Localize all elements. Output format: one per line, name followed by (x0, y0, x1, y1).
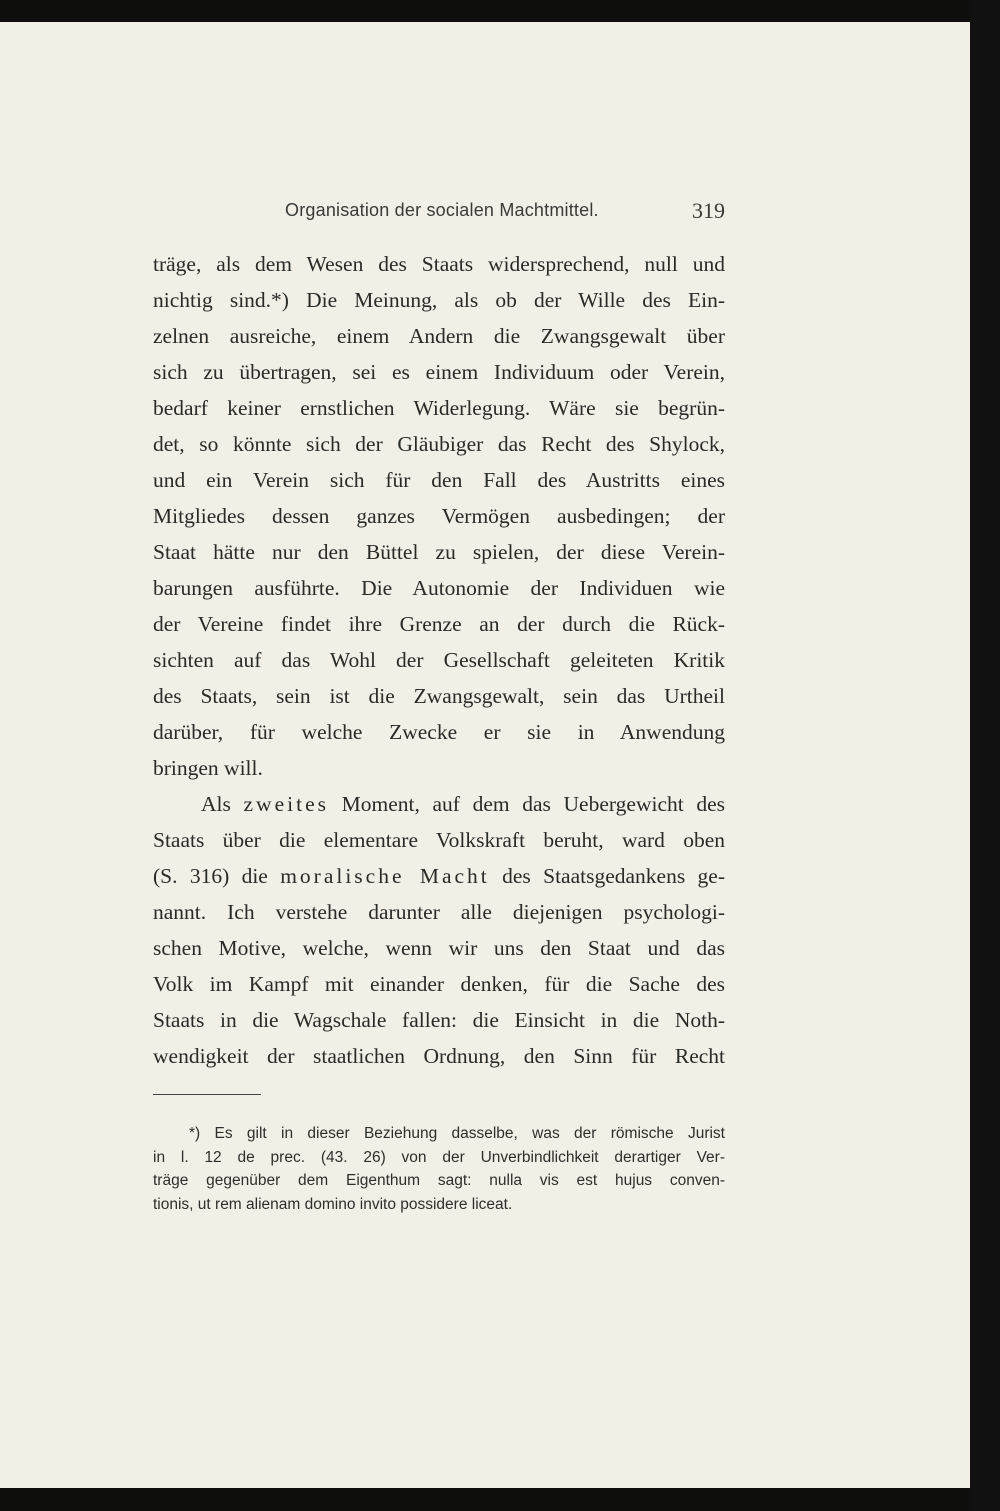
text-line: wendigkeit der staatlichen Ordnung, den Sinn für Recht (153, 1044, 725, 1068)
spaced-emphasis: moralische Macht (280, 864, 490, 888)
text-line: Staats über die elementare Volkskraft beruht, ward oben (153, 828, 725, 852)
text-line: zelnen ausreiche, einem Andern die Zwangsgewalt über (153, 324, 725, 348)
page-header (285, 178, 725, 223)
text-line: nannt. Ich verstehe darunter alle diejenigen psychologi- (153, 900, 725, 924)
text-line: sich zu übertragen, sei es einem Individuum oder Verein, (153, 360, 725, 384)
running-title: Organisation der socialen Machtmittel. (285, 200, 599, 220)
text-fragment: Moment, auf dem das Uebergewicht des (328, 792, 725, 816)
text-line: Staat hätte nur den Büttel zu spielen, der diese Verein- (153, 540, 725, 564)
text-line: sichten auf das Wohl der Gesellschaft geleiteten Kritik (153, 648, 725, 672)
text-line: des Staats, sein ist die Zwangsgewalt, sein das Urtheil (153, 684, 725, 708)
page-number: 319 (692, 198, 725, 223)
text-fragment: (S. 316) die (153, 864, 281, 888)
text-line (153, 858, 725, 894)
text-line: bringen will. (153, 756, 263, 780)
text-line: Mitgliedes dessen ganzes Vermögen ausbedingen; der (153, 504, 725, 528)
footnote-line: träge gegenüber dem Eigenthum sagt: nulla vis est hujus conven- (153, 1172, 725, 1189)
footnote-line: *) Es gilt in dieser Beziehung dasselbe, was der römische Jurist (189, 1125, 725, 1142)
text-line: träge, als dem Wesen des Staats widersprechend, null und (153, 252, 725, 276)
text-line: nichtig sind.*) Die Meinung, als ob der Wille des Ein- (153, 288, 725, 312)
text-line: darüber, für welche Zwecke er sie in Anwendung (153, 720, 725, 744)
text-fragment: des Staatsgedankens ge- (489, 864, 725, 888)
text-line: der Vereine findet ihre Grenze an der durch die Rück- (153, 612, 725, 636)
text-line: bedarf keiner ernstlichen Widerlegung. Wäre sie begrün- (153, 396, 725, 420)
text-line: Staats in die Wagschale fallen: die Einsicht in die Noth- (153, 1008, 725, 1032)
text-line: Volk im Kampf mit einander denken, für die Sache des (153, 972, 725, 996)
paragraph-first-line (153, 786, 725, 822)
text-line: und ein Verein sich für den Fall des Austritts eines (153, 468, 725, 492)
body-text (153, 246, 725, 1074)
footnote-line: tionis, ut rem alienam domino invito possidere liceat. (153, 1195, 513, 1213)
text-line: det, so könnte sich der Gläubiger das Recht des Shylock, (153, 432, 725, 456)
text-line: barungen ausführte. Die Autonomie der Individuen wie (153, 576, 725, 600)
footnote-rule (153, 1094, 261, 1095)
text-line: schen Motive, welche, wenn wir uns den Staat und das (153, 936, 725, 960)
footnote-line: in l. 12 de prec. (43. 26) von der Unverbindlichkeit derartiger Ver- (153, 1148, 725, 1166)
text-fragment: Als (201, 792, 244, 816)
page-edge-shadow (970, 0, 1000, 1511)
footnote (153, 1122, 725, 1216)
spaced-emphasis: zweites (243, 792, 329, 816)
